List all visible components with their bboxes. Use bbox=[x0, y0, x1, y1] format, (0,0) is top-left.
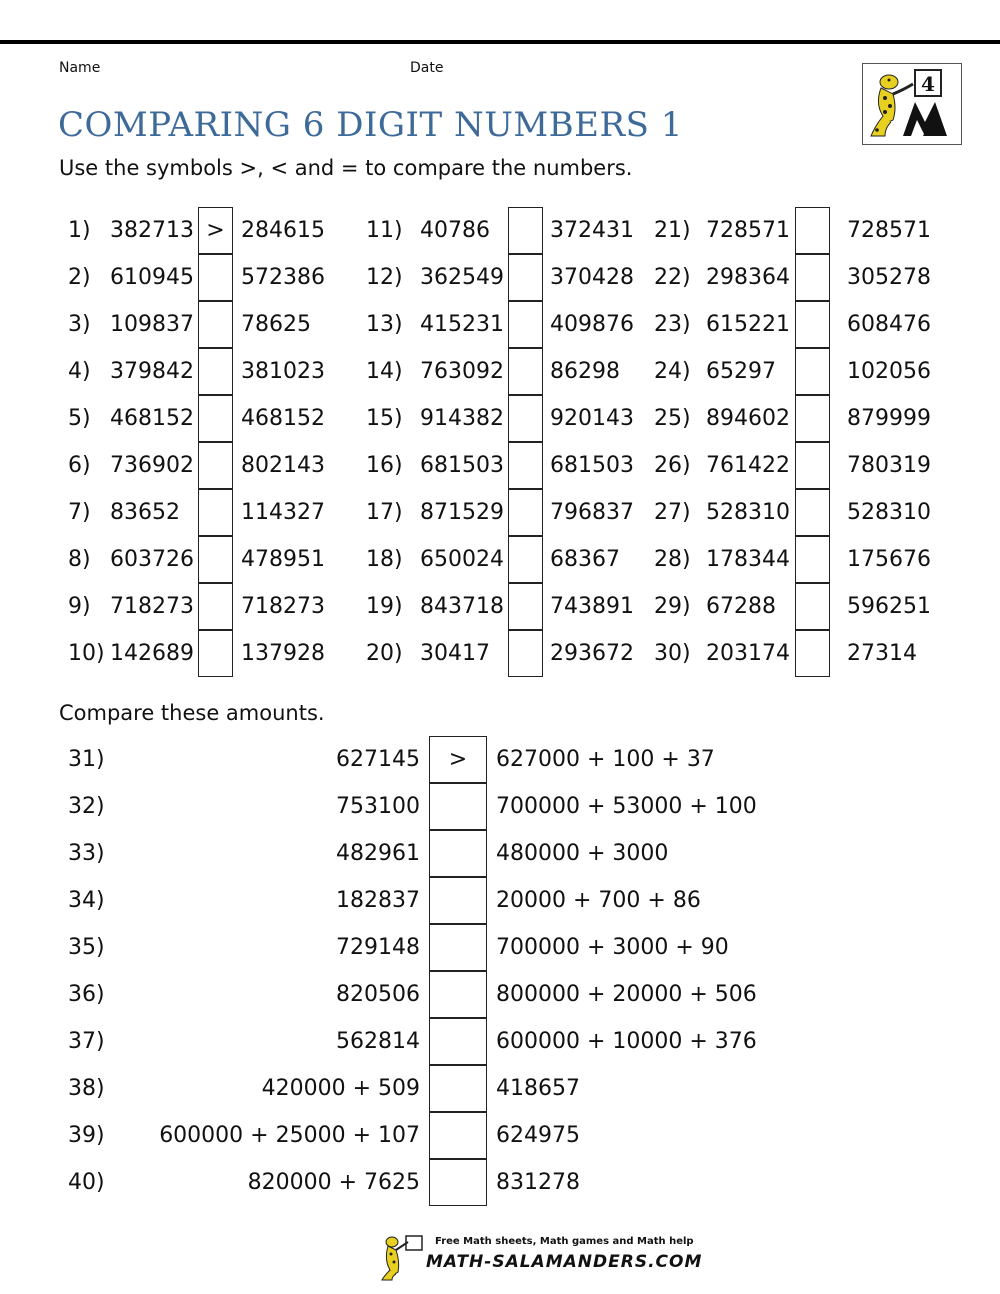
question-number: 3) bbox=[68, 312, 91, 337]
answer-box[interactable] bbox=[429, 830, 487, 877]
comparison-row bbox=[0, 348, 1000, 395]
question-number: 13) bbox=[366, 312, 403, 337]
comparison-row bbox=[0, 301, 1000, 348]
answer-box[interactable] bbox=[795, 489, 830, 536]
comparison-row bbox=[0, 489, 1000, 536]
answer-box[interactable] bbox=[795, 536, 830, 583]
left-number: 298364 bbox=[706, 265, 790, 290]
question-number: 30) bbox=[654, 641, 691, 666]
answer-box[interactable] bbox=[795, 442, 830, 489]
question-number: 35) bbox=[68, 935, 105, 960]
answer-box[interactable] bbox=[429, 971, 487, 1018]
page-title: COMPARING 6 DIGIT NUMBERS 1 bbox=[58, 105, 683, 145]
right-amount: 700000 + 53000 + 100 bbox=[496, 794, 757, 819]
right-number: 409876 bbox=[550, 312, 634, 337]
right-number: 78625 bbox=[241, 312, 311, 337]
question-number: 21) bbox=[654, 218, 691, 243]
right-number: 284615 bbox=[241, 218, 325, 243]
amount-row bbox=[0, 971, 1000, 1018]
question-number: 18) bbox=[366, 547, 403, 572]
question-number: 9) bbox=[68, 594, 91, 619]
comparison-row bbox=[0, 207, 1000, 254]
left-number: 203174 bbox=[706, 641, 790, 666]
question-number: 15) bbox=[366, 406, 403, 431]
footer-tagline: Free Math sheets, Math games and Math help bbox=[435, 1236, 694, 1247]
comparison-row bbox=[0, 395, 1000, 442]
right-number: 381023 bbox=[241, 359, 325, 384]
answer-box[interactable] bbox=[795, 348, 830, 395]
question-number: 4) bbox=[68, 359, 91, 384]
right-amount: 800000 + 20000 + 506 bbox=[496, 982, 757, 1007]
right-number: 372431 bbox=[550, 218, 634, 243]
answer-box[interactable] bbox=[795, 630, 830, 677]
left-number: 603726 bbox=[110, 547, 194, 572]
right-number: 137928 bbox=[241, 641, 325, 666]
top-rule bbox=[0, 40, 1000, 44]
left-number: 40786 bbox=[420, 218, 490, 243]
right-amount: 418657 bbox=[496, 1076, 580, 1101]
left-number: 650024 bbox=[420, 547, 504, 572]
answer-box[interactable] bbox=[429, 1018, 487, 1065]
right-amount: 624975 bbox=[496, 1123, 580, 1148]
footer-logo bbox=[380, 1232, 703, 1282]
right-number: 780319 bbox=[847, 453, 931, 478]
right-number: 175676 bbox=[847, 547, 931, 572]
right-number: 478951 bbox=[241, 547, 325, 572]
left-amount: 753100 bbox=[336, 794, 420, 819]
question-number: 34) bbox=[68, 888, 105, 913]
question-number: 28) bbox=[654, 547, 691, 572]
salamander-footer-icon bbox=[380, 1232, 428, 1282]
right-number: 681503 bbox=[550, 453, 634, 478]
question-number: 33) bbox=[68, 841, 105, 866]
left-number: 109837 bbox=[110, 312, 194, 337]
answer-box[interactable] bbox=[429, 783, 487, 830]
comparison-row bbox=[0, 630, 1000, 677]
right-number: 114327 bbox=[241, 500, 325, 525]
left-number: 528310 bbox=[706, 500, 790, 525]
left-number: 30417 bbox=[420, 641, 490, 666]
left-number: 142689 bbox=[110, 641, 194, 666]
left-number: 763092 bbox=[420, 359, 504, 384]
question-number: 22) bbox=[654, 265, 691, 290]
comparison-row bbox=[0, 442, 1000, 489]
amount-row bbox=[0, 924, 1000, 971]
amount-row bbox=[0, 1018, 1000, 1065]
left-number: 843718 bbox=[420, 594, 504, 619]
question-number: 10) bbox=[68, 641, 105, 666]
answer-box[interactable] bbox=[429, 1159, 487, 1206]
answer-box[interactable] bbox=[429, 924, 487, 971]
date-label: Date bbox=[410, 60, 444, 76]
salamander-logo-icon bbox=[863, 64, 961, 144]
right-number: 718273 bbox=[241, 594, 325, 619]
left-number: 83652 bbox=[110, 500, 180, 525]
amount-row bbox=[0, 1065, 1000, 1112]
question-number: 7) bbox=[68, 500, 91, 525]
question-number: 1) bbox=[68, 218, 91, 243]
left-amount: 729148 bbox=[336, 935, 420, 960]
right-number: 596251 bbox=[847, 594, 931, 619]
left-number: 894602 bbox=[706, 406, 790, 431]
right-amount: 627000 + 100 + 37 bbox=[496, 747, 715, 772]
question-number: 17) bbox=[366, 500, 403, 525]
right-number: 879999 bbox=[847, 406, 931, 431]
right-number: 27314 bbox=[847, 641, 917, 666]
right-number: 86298 bbox=[550, 359, 620, 384]
question-number: 39) bbox=[68, 1123, 105, 1148]
question-number: 29) bbox=[654, 594, 691, 619]
answer-box[interactable] bbox=[429, 877, 487, 924]
right-number: 528310 bbox=[847, 500, 931, 525]
section-2-title: Compare these amounts. bbox=[59, 701, 325, 725]
question-number: 38) bbox=[68, 1076, 105, 1101]
question-number: 2) bbox=[68, 265, 91, 290]
name-label: Name bbox=[59, 60, 101, 76]
right-number: 68367 bbox=[550, 547, 620, 572]
comparison-row bbox=[0, 254, 1000, 301]
left-number: 65297 bbox=[706, 359, 776, 384]
answer-box[interactable] bbox=[795, 395, 830, 442]
left-number: 681503 bbox=[420, 453, 504, 478]
question-number: 11) bbox=[366, 218, 403, 243]
question-number: 5) bbox=[68, 406, 91, 431]
left-amount: 627145 bbox=[336, 747, 420, 772]
right-number: 293672 bbox=[550, 641, 634, 666]
question-number: 26) bbox=[654, 453, 691, 478]
right-number: 728571 bbox=[847, 218, 931, 243]
answer-box[interactable] bbox=[795, 207, 830, 254]
question-number: 27) bbox=[654, 500, 691, 525]
answer-box[interactable] bbox=[795, 301, 830, 348]
left-number: 178344 bbox=[706, 547, 790, 572]
left-amount: 820506 bbox=[336, 982, 420, 1007]
answer-box[interactable] bbox=[429, 1065, 487, 1112]
right-number: 920143 bbox=[550, 406, 634, 431]
left-number: 610945 bbox=[110, 265, 194, 290]
right-number: 468152 bbox=[241, 406, 325, 431]
grade-logo bbox=[862, 63, 962, 145]
question-number: 14) bbox=[366, 359, 403, 384]
left-number: 468152 bbox=[110, 406, 194, 431]
question-number: 31) bbox=[68, 747, 105, 772]
right-amount: 20000 + 700 + 86 bbox=[496, 888, 701, 913]
amount-row bbox=[0, 1112, 1000, 1159]
comparison-row bbox=[0, 583, 1000, 630]
left-number: 871529 bbox=[420, 500, 504, 525]
left-number: 362549 bbox=[420, 265, 504, 290]
question-number: 20) bbox=[366, 641, 403, 666]
left-amount: 820000 + 7625 bbox=[247, 1170, 420, 1195]
question-number: 24) bbox=[654, 359, 691, 384]
question-number: 36) bbox=[68, 982, 105, 1007]
footer-site: MATH-SALAMANDERS.COM bbox=[426, 1252, 703, 1272]
left-number: 728571 bbox=[706, 218, 790, 243]
left-number: 914382 bbox=[420, 406, 504, 431]
right-number: 743891 bbox=[550, 594, 634, 619]
grade-number: 4 bbox=[921, 72, 935, 96]
left-amount: 482961 bbox=[336, 841, 420, 866]
question-number: 40) bbox=[68, 1170, 105, 1195]
answer-box[interactable]: > bbox=[429, 736, 487, 783]
left-amount: 182837 bbox=[336, 888, 420, 913]
question-number: 6) bbox=[68, 453, 91, 478]
question-number: 37) bbox=[68, 1029, 105, 1054]
right-number: 608476 bbox=[847, 312, 931, 337]
question-number: 19) bbox=[366, 594, 403, 619]
right-number: 802143 bbox=[241, 453, 325, 478]
left-number: 382713 bbox=[110, 218, 194, 243]
right-amount: 600000 + 10000 + 376 bbox=[496, 1029, 757, 1054]
question-number: 25) bbox=[654, 406, 691, 431]
amount-row bbox=[0, 1159, 1000, 1206]
right-amount: 831278 bbox=[496, 1170, 580, 1195]
left-amount: 600000 + 25000 + 107 bbox=[159, 1123, 420, 1148]
left-number: 379842 bbox=[110, 359, 194, 384]
left-amount: 562814 bbox=[336, 1029, 420, 1054]
amount-row bbox=[0, 830, 1000, 877]
amount-row bbox=[0, 877, 1000, 924]
question-number: 23) bbox=[654, 312, 691, 337]
right-amount: 700000 + 3000 + 90 bbox=[496, 935, 729, 960]
question-number: 12) bbox=[366, 265, 403, 290]
right-number: 572386 bbox=[241, 265, 325, 290]
question-number: 16) bbox=[366, 453, 403, 478]
question-number: 8) bbox=[68, 547, 91, 572]
right-number: 796837 bbox=[550, 500, 634, 525]
amount-row bbox=[0, 783, 1000, 830]
answer-box[interactable]: > bbox=[198, 207, 233, 254]
answer-box[interactable] bbox=[429, 1112, 487, 1159]
right-number: 305278 bbox=[847, 265, 931, 290]
left-number: 415231 bbox=[420, 312, 504, 337]
left-number: 615221 bbox=[706, 312, 790, 337]
amount-row bbox=[0, 736, 1000, 783]
right-number: 102056 bbox=[847, 359, 931, 384]
question-number: 32) bbox=[68, 794, 105, 819]
comparison-row bbox=[0, 536, 1000, 583]
left-number: 67288 bbox=[706, 594, 776, 619]
right-number: 370428 bbox=[550, 265, 634, 290]
left-number: 761422 bbox=[706, 453, 790, 478]
answer-box[interactable] bbox=[795, 583, 830, 630]
instructions: Use the symbols >, < and = to compare the numbers. bbox=[59, 156, 633, 180]
left-amount: 420000 + 509 bbox=[261, 1076, 420, 1101]
left-number: 718273 bbox=[110, 594, 194, 619]
right-amount: 480000 + 3000 bbox=[496, 841, 669, 866]
left-number: 736902 bbox=[110, 453, 194, 478]
answer-box[interactable] bbox=[795, 254, 830, 301]
